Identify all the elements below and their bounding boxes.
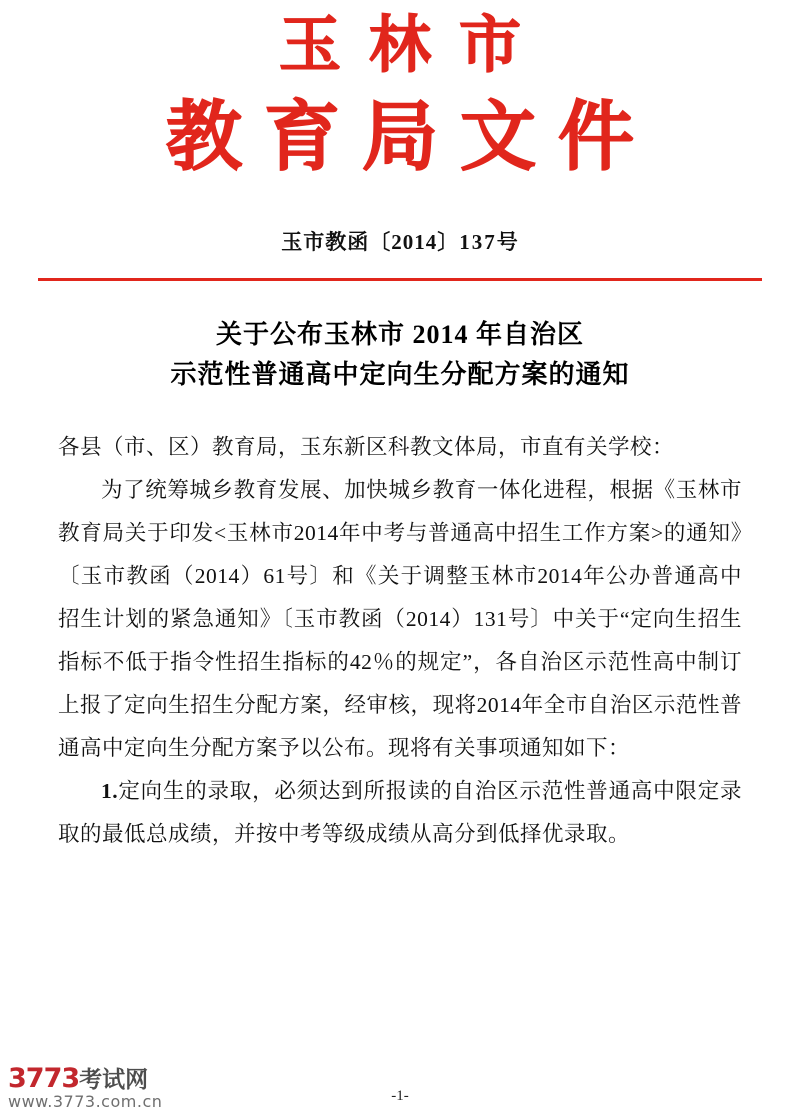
body-paragraph-recipients: 各县（市、区）教育局，玉东新区科教文体局，市直有关学校：	[58, 434, 675, 459]
document-body	[58, 426, 742, 856]
page-title-line2: 示范性普通高中定向生分配方案的通知	[170, 360, 630, 390]
body-paragraph-item-1	[58, 770, 742, 856]
masthead-line2: 教育局文件	[166, 96, 656, 181]
body-paragraph-background: 为了统筹城乡教育发展、加快城乡教育一体化进程，根据《玉林市教育局关于印发<玉林市2014年中考与普通高中招生工作方案>的通知》〔玉市教函（2014）61号〕和《关于调整玉林市2014年公办普通高中招生计划的紧急通知》〔玉市教函（2014）131号〕中关于“定向生招生指标不低于指令性招生指标的42％的规定”，各自治区示范性高中制订上报了定向生招生分配方案，经审核，现将2014年全市自治区示范性普通高中定向生分配方案予以公布。现将有关事项通知如下：	[58, 477, 742, 760]
body-item-text: 定向生的录取，必须达到所报读的自治区示范性普通高中限定录取的最低总成绩，并按中考等级成绩从高分到低择优录取。	[58, 778, 742, 846]
document-number-suffix: 号	[496, 230, 519, 255]
watermark-brand	[8, 1062, 162, 1094]
watermark-label: 考试网	[79, 1066, 149, 1092]
watermark	[8, 1062, 163, 1112]
masthead-line1: 玉林市	[278, 12, 549, 80]
page-number: -1-	[391, 1088, 409, 1104]
masthead	[0, 0, 800, 186]
watermark-url: www.3773.com.cn	[8, 1092, 163, 1112]
red-divider-rule	[38, 278, 762, 281]
page-title	[60, 315, 740, 396]
document-number	[0, 226, 800, 256]
document-number-prefix: 玉市教函〔2014〕	[281, 230, 460, 255]
body-item-number: 1.	[101, 778, 119, 803]
watermark-number: 3773	[8, 1062, 80, 1094]
page-title-line1: 关于公布玉林市 2014 年自治区	[215, 320, 584, 350]
document-number-sequence: 137	[459, 230, 497, 255]
